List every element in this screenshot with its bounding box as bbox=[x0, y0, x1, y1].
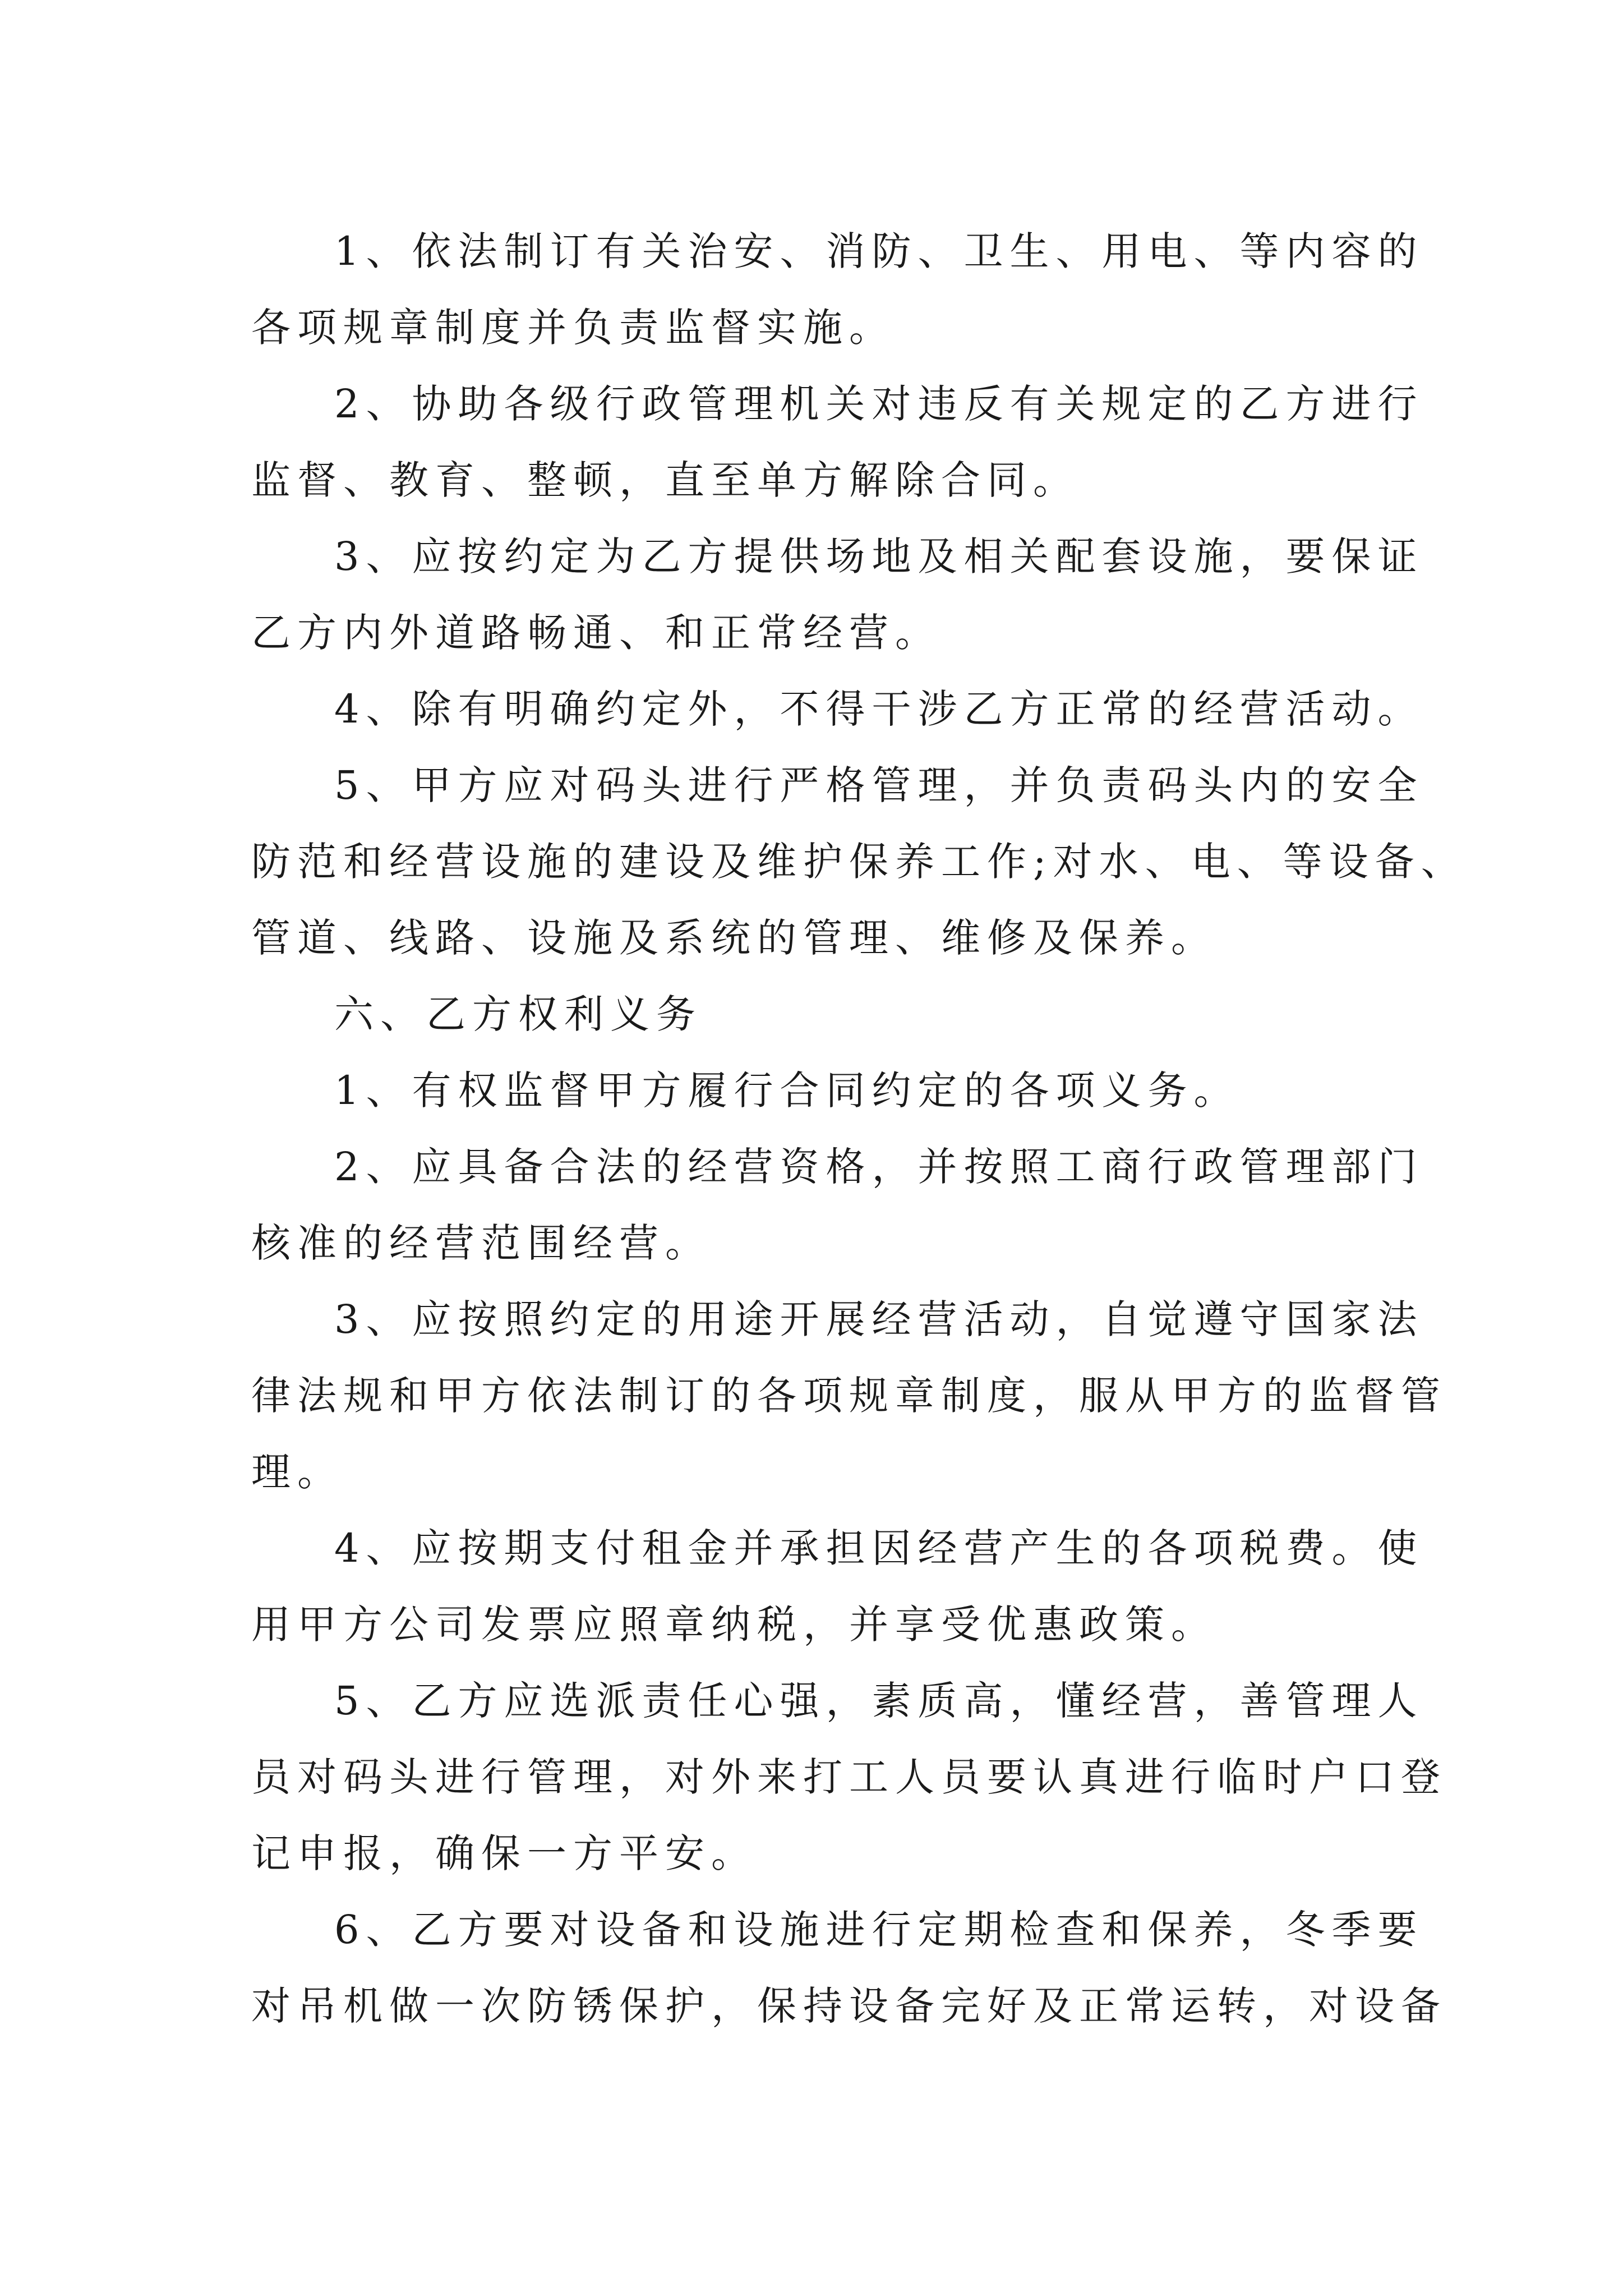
paragraph-line: 4、应按期支付租金并承担因经营产生的各项税费。使 bbox=[334, 1525, 1424, 1571]
paragraph-line: 3、应按约定为乙方提供场地及相关配套设施，要保证 bbox=[334, 533, 1424, 579]
paragraph-line: 管道、线路、设施及系统的管理、维修及保养。 bbox=[251, 915, 1217, 961]
paragraph-line: 律法规和甲方依法制订的各项规章制度，服从甲方的监督管 bbox=[251, 1373, 1447, 1419]
paragraph-line: 监督、教育、整顿，直至单方解除合同。 bbox=[251, 457, 1079, 503]
paragraph-1 bbox=[251, 213, 1424, 366]
paragraph-2 bbox=[251, 366, 1424, 518]
paragraph-line: 5、甲方应对码头进行严格管理，并负责码头内的安全 bbox=[334, 762, 1424, 808]
paragraph-line: 各项规章制度并负责监督实施。 bbox=[251, 305, 895, 351]
paragraph-3 bbox=[251, 518, 1424, 671]
paragraph-line: 六、乙方权利义务 bbox=[334, 991, 702, 1037]
paragraph-line: 1、有权监督甲方履行合同约定的各项义务。 bbox=[334, 1068, 1240, 1114]
paragraph-line: 对吊机做一次防锈保护，保持设备完好及正常运转，对设备 bbox=[251, 1983, 1447, 2029]
paragraph-line: 记申报，确保一方平安。 bbox=[251, 1830, 757, 1876]
paragraph-9 bbox=[251, 1281, 1447, 1510]
paragraph-line: 用甲方公司发票应照章纳税，并享受优惠政策。 bbox=[251, 1602, 1217, 1648]
paragraph-line: 理。 bbox=[251, 1449, 343, 1495]
paragraph-line: 核准的经营范围经营。 bbox=[251, 1220, 711, 1266]
paragraph-line: 员对码头进行管理，对外来打工人员要认真进行临时户口登 bbox=[251, 1754, 1447, 1800]
paragraph-5 bbox=[251, 747, 1467, 976]
paragraph-line: 2、协助各级行政管理机关对违反有关规定的乙方进行 bbox=[334, 381, 1424, 427]
paragraph-11 bbox=[251, 1663, 1447, 1892]
paragraph-12 bbox=[251, 1892, 1447, 2044]
paragraph-10 bbox=[251, 1510, 1424, 1663]
paragraph-line: 5、乙方应选派责任心强，素质高，懂经营，善管理人 bbox=[334, 1678, 1424, 1724]
paragraph-line: 乙方内外道路畅通、和正常经营。 bbox=[251, 610, 941, 656]
paragraph-line: 2、应具备合法的经营资格，并按照工商行政管理部门 bbox=[334, 1144, 1424, 1190]
paragraph-7 bbox=[251, 1052, 1395, 1129]
paragraph-4 bbox=[251, 671, 1424, 747]
paragraph-line: 防范和经营设施的建设及维护保养工作;对水、电、等设备、 bbox=[251, 839, 1467, 885]
paragraph-line: 6、乙方要对设备和设施进行定期检查和保养，冬季要 bbox=[334, 1907, 1424, 1953]
paragraph-line: 3、应按照约定的用途开展经营活动，自觉遵守国家法 bbox=[334, 1296, 1424, 1342]
paragraph-line: 4、除有明确约定外，不得干涉乙方正常的经营活动。 bbox=[334, 686, 1424, 732]
document-page bbox=[251, 213, 1467, 2044]
paragraph-8 bbox=[251, 1129, 1424, 1281]
section-heading bbox=[251, 976, 1395, 1052]
paragraph-line: 1、依法制订有关治安、消防、卫生、用电、等内容的 bbox=[334, 228, 1424, 274]
